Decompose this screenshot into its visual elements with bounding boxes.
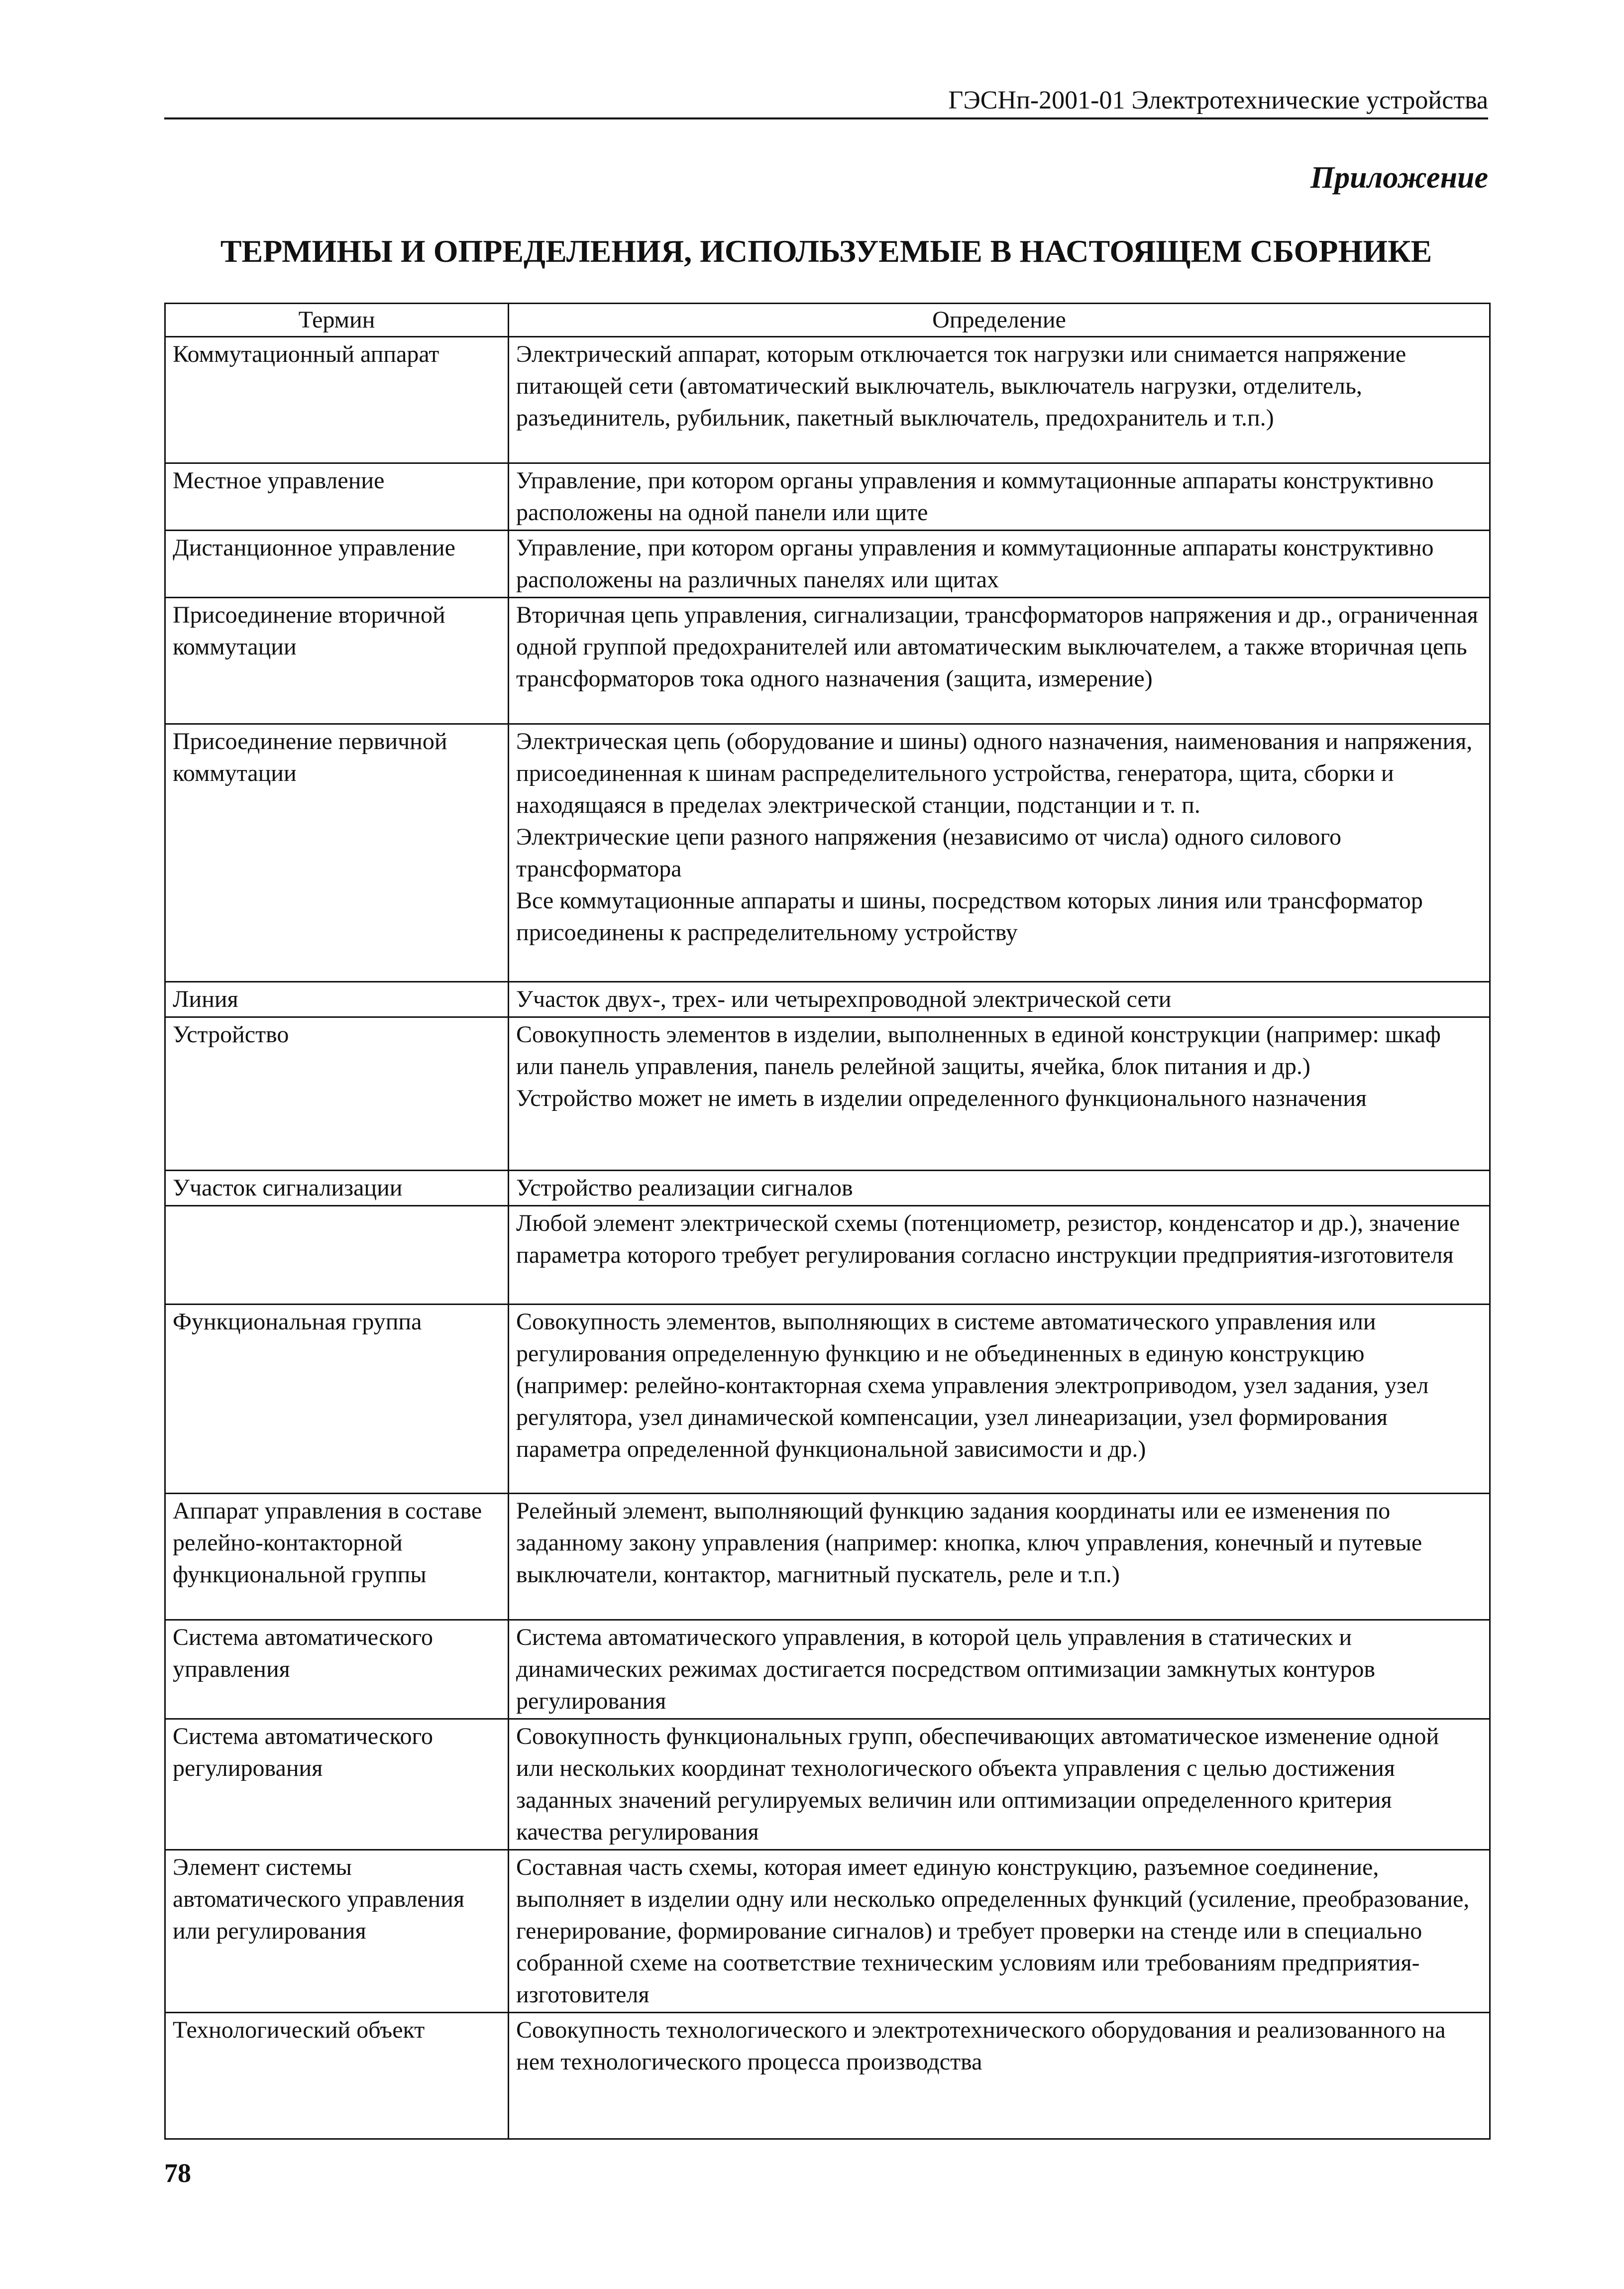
term-cell: Система автоматического управления bbox=[165, 1620, 509, 1719]
definition-paragraph: Участок двух-, трех- или четырехпроводной электрической сети bbox=[516, 986, 1172, 1012]
definition-paragraph: Управление, при котором органы управления и коммутационные аппараты конструктивно расположены на различных панелях или щитах bbox=[516, 535, 1434, 593]
column-header-term: Термин bbox=[165, 304, 509, 337]
table-row bbox=[165, 1206, 1490, 1305]
term-cell: Участок сигнализации bbox=[165, 1171, 509, 1206]
running-header: ГЭСНп-2001-01 Электротехнические устройства bbox=[948, 86, 1488, 114]
definition-cell bbox=[509, 598, 1490, 724]
definition-cell bbox=[509, 1305, 1490, 1494]
table-row bbox=[165, 1719, 1490, 1850]
definition-paragraph: Совокупность элементов в изделии, выполненных в единой конструкции (например: шкаф или панель управления, панель релейной защиты, ячейка, блок питания и др.) bbox=[516, 1021, 1441, 1080]
definition-cell bbox=[509, 337, 1490, 463]
definition-paragraph: Вторичная цепь управления, сигнализации, трансформаторов напряжения и др., ограниченная одной группой предохранителей или автоматическим выключателем, а также вторичная цепь трансформаторов тока одного назначения (защита, измерение) bbox=[516, 602, 1478, 692]
definition-cell bbox=[509, 982, 1490, 1017]
header-rule bbox=[164, 117, 1488, 119]
term-cell: Устройство bbox=[165, 1017, 509, 1171]
table-row bbox=[165, 337, 1490, 463]
term-cell: Функциональная группа bbox=[165, 1305, 509, 1494]
term-cell: Коммутационный аппарат bbox=[165, 337, 509, 463]
definition-cell bbox=[509, 1206, 1490, 1305]
page-title: ТЕРМИНЫ И ОПРЕДЕЛЕНИЯ, ИСПОЛЬЗУЕМЫЕ В НАСТОЯЩЕМ СБОРНИКЕ bbox=[220, 233, 1432, 269]
definition-cell bbox=[509, 2013, 1490, 2139]
definition-paragraph: Электрическая цепь (оборудование и шины) одного назначения, наименования и напряжения, присоединенная к шинам распределительного устройства, генератора, щита, сборки и находящаяся в пределах электрической станции, подстанции и т. п. bbox=[516, 728, 1473, 818]
definition-paragraph: Совокупность технологического и электротехнического оборудования и реализованного на нем технологического процесса производства bbox=[516, 2017, 1446, 2075]
definition-cell bbox=[509, 1017, 1490, 1171]
table-row bbox=[165, 982, 1490, 1017]
definition-paragraph: Совокупность элементов, выполняющих в системе автоматического управления или регулирования определенную функцию и не объединенных в единую конструкцию (например: релейно-контакторная схема управления электроприводом, узел задания, узел регулятора, узел динамической компенсации, узел линеаризации, узел формирования параметра определенной функциональной зависимости и др.) bbox=[516, 1308, 1429, 1462]
term-cell bbox=[165, 1206, 509, 1305]
table-row bbox=[165, 1305, 1490, 1494]
table-header-row bbox=[165, 304, 1490, 337]
term-cell: Технологический объект bbox=[165, 2013, 509, 2139]
term-cell: Местное управление bbox=[165, 463, 509, 531]
column-header-definition: Определение bbox=[509, 304, 1490, 337]
table-row bbox=[165, 724, 1490, 982]
table-row bbox=[165, 598, 1490, 724]
definition-paragraph: Совокупность функциональных групп, обеспечивающих автоматическое изменение одной или нескольких координат технологического объекта управления с целью достижения заданных значений регулируемых величин или оптимизации определенного критерия качества регулирования bbox=[516, 1723, 1439, 1845]
definition-paragraph: Составная часть схемы, которая имеет единую конструкцию, разъемное соединение, выполняет в изделии одну или несколько определенных функций (усиление, преобразование, генерирование, формирование сигналов) и требует проверки на стенде или в специально собранной схеме на соответствие техническим условиям или требованиям предприятия-изготовителя bbox=[516, 1854, 1470, 2008]
definition-paragraph: Управление, при котором органы управления и коммутационные аппараты конструктивно расположены на одной панели или щите bbox=[516, 467, 1434, 526]
definition-paragraph: Все коммутационные аппараты и шины, посредством которых линия или трансформатор присоединены к распределительному устройству bbox=[516, 887, 1423, 946]
table-row bbox=[165, 1850, 1490, 2013]
table-row bbox=[165, 1017, 1490, 1171]
term-cell: Линия bbox=[165, 982, 509, 1017]
definition-paragraph: Электрические цепи разного напряжения (независимо от числа) одного силового трансформатора bbox=[516, 824, 1341, 882]
table-row bbox=[165, 1171, 1490, 1206]
definition-cell bbox=[509, 463, 1490, 531]
term-cell: Система автоматического регулирования bbox=[165, 1719, 509, 1850]
definition-paragraph: Система автоматического управления, в которой цель управления в статических и динамических режимах достигается посредством оптимизации замкнутых контуров регулирования bbox=[516, 1624, 1376, 1714]
term-cell: Дистанционное управление bbox=[165, 531, 509, 598]
definition-cell bbox=[509, 1719, 1490, 1850]
table-row bbox=[165, 463, 1490, 531]
definition-paragraph: Релейный элемент, выполняющий функцию задания координаты или ее изменения по заданному закону управления (например: кнопка, ключ управления, конечный и путевые выключатели, контактор, магнитный пускатель, реле и т.п.) bbox=[516, 1498, 1422, 1588]
term-cell: Присоединение вторичной коммутации bbox=[165, 598, 509, 724]
appendix-label: Приложение bbox=[1310, 161, 1488, 195]
term-cell: Элемент системы автоматического управления или регулирования bbox=[165, 1850, 509, 2013]
term-cell: Присоединение первичной коммутации bbox=[165, 724, 509, 982]
definition-paragraph: Устройство реализации сигналов bbox=[516, 1175, 853, 1201]
terms-table bbox=[164, 303, 1491, 2140]
definition-cell bbox=[509, 1171, 1490, 1206]
table-row bbox=[165, 531, 1490, 598]
definition-cell bbox=[509, 724, 1490, 982]
table-body bbox=[165, 337, 1490, 2139]
definition-cell bbox=[509, 531, 1490, 598]
definition-cell bbox=[509, 1620, 1490, 1719]
definition-paragraph: Любой элемент электрической схемы (потенциометр, резистор, конденсатор и др.), значение параметра которого требует регулирования согласно инструкции предприятия-изготовителя bbox=[516, 1210, 1460, 1268]
page-number: 78 bbox=[164, 2158, 191, 2188]
table-row bbox=[165, 1494, 1490, 1620]
definition-cell bbox=[509, 1850, 1490, 2013]
definition-paragraph: Электрический аппарат, которым отключается ток нагрузки или снимается напряжение питающей сети (автоматический выключатель, выключатель нагрузки, отделитель, разъединитель, рубильник, пакетный выключатель, предохранитель и т.п.) bbox=[516, 341, 1407, 431]
definition-paragraph: Устройство может не иметь в изделии определенного функционального назначения bbox=[516, 1085, 1367, 1111]
table-row bbox=[165, 1620, 1490, 1719]
definition-cell bbox=[509, 1494, 1490, 1620]
term-cell: Аппарат управления в составе релейно-контакторной функциональной группы bbox=[165, 1494, 509, 1620]
table-row bbox=[165, 2013, 1490, 2139]
